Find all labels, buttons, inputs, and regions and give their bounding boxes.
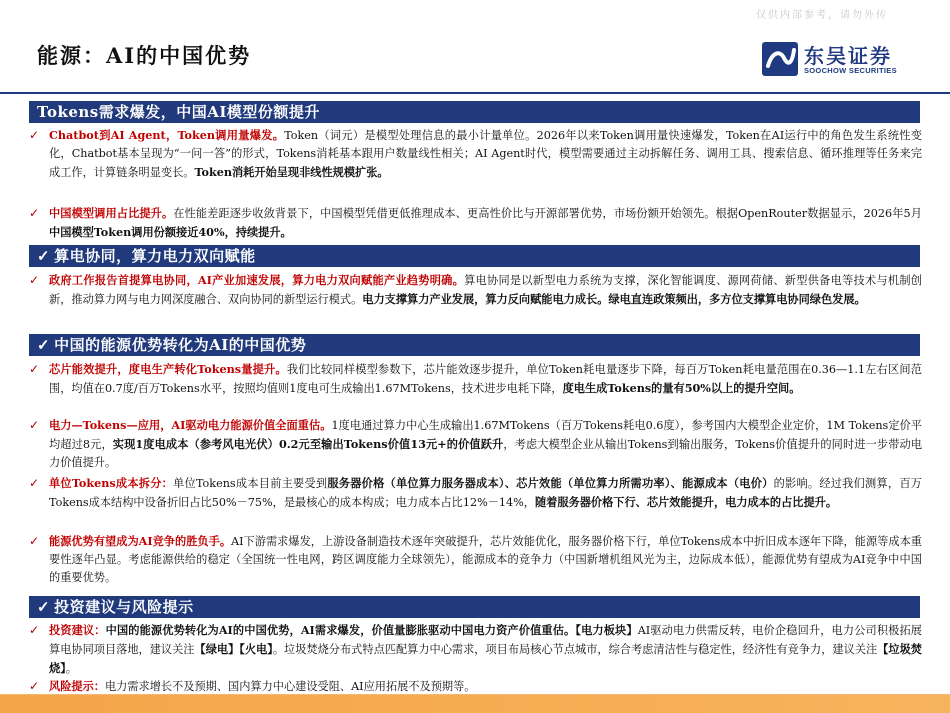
bullet-text: 的影响。经过我们测算，百万Tokens成本结构中设备折旧占比50%－75%，是最核心的成本构成；电力成本占比12%－14%，: [49, 477, 922, 509]
bullet-item: [29, 126, 922, 182]
bullet-text: 电力需求增长不及预期、国内算力中心建设受阻、AI应用拓展不及预期等。: [104, 680, 476, 693]
bullet-emphasis: 实现1度电成本（参考风电光伏）0.2元至输出Tokens价值13元+的价值跃升: [112, 437, 504, 451]
bullet-text: 算电协同是以新型电力系统为支撑，深化智能调度、源网荷储、新型供备电等技术与机制创新，推动算力网与电力网深度融合、双向协同的新型运行模式。: [49, 274, 922, 306]
header-divider: [0, 92, 950, 94]
bullet-text: 。垃圾焚烧分布式特点匹配算力中心需求，项目布局核心节点城市，综合考虑清洁性与稳定性，经济性有竞争力，建议关注: [272, 643, 878, 656]
checkmark-icon: ✓: [37, 336, 51, 354]
brand-logo: [762, 40, 912, 80]
section-header-compute-power: [29, 245, 920, 267]
bullet-item: [29, 532, 922, 587]
bullet-text: 在性能差距逐步收敛背景下，中国模型凭借更低推理成本、更高性价比与开源部署优势，市场份额开始领先。根据OpenRouter数据显示，2026年5月: [173, 207, 922, 220]
bullet-text: AI驱动电力供需反转，电价企稳回升，电力公司积极拓展算电协同项目落地，建议关注: [49, 624, 922, 656]
bullet-lead: 芯片能效提升，度电生产转化Tokens量提升。: [49, 362, 287, 376]
bullet-text: Token（词元）是模型处理信息的最小计量单位。2026年以来Token调用量快速爆发，Token在AI运行中的角色发生系统性变化，Chatbot基本呈现为“一问一答”的形式，Tokens消耗基本跟用户数量线性相关；AI Agent时代，模型需要通过主动拆解任务、调用工具、搜索信息、循环推理等任务来完成工作，计算链条明显变长。: [49, 129, 922, 179]
section-title: 中国的能源优势转化为AI的中国优势: [54, 336, 307, 354]
bullet-lead: 风险提示：: [49, 679, 105, 693]
bullet-text: 。: [65, 662, 77, 675]
section-title: 投资建议与风险提示: [54, 598, 194, 616]
bullet-emphasis: 【绿电】【火电】: [194, 642, 273, 656]
bullet-item: [29, 360, 922, 398]
checkmark-icon: ✓: [29, 128, 40, 142]
checkmark-icon: ✓: [29, 206, 40, 220]
bullet-item: [29, 621, 922, 678]
bullet-lead: 投资建议：: [49, 623, 106, 637]
bullet-lead: 政府工作报告首提算电协同，AI产业加速发展，算力电力双向赋能产业趋势明确。: [49, 273, 465, 287]
checkmark-icon: ✓: [29, 418, 40, 432]
checkmark-icon: ✓: [29, 679, 40, 693]
soochow-logo-icon: [762, 42, 798, 76]
footer-bar: [0, 695, 950, 713]
section-title: 算电协同，算力电力双向赋能: [54, 247, 256, 265]
checkmark-icon: ✓: [29, 534, 40, 548]
bullet-item: [29, 416, 922, 472]
bullet-emphasis: Token消耗开始呈现非线性规模扩张。: [194, 165, 389, 179]
bullet-text: 1度电通过算力中心生成输出1.67MTokens（百万Tokens耗电0.6度），参考国内大模型企业定价，1M Tokens定价平均超过8元，: [49, 419, 922, 451]
bullet-lead: 单位Tokens成本拆分：: [49, 476, 174, 490]
bullet-emphasis: 电力支撑算力产业发展，算力反向赋能电力成长。绿电直连政策频出，多方位支撑算电协同绿色发展。: [362, 292, 866, 306]
section-header-energy-advantage: [29, 334, 920, 356]
bullet-text: AI下游需求爆发，上游设备制造技术逐年突破提升，芯片效能优化，服务器价格下行，单位Tokens成本中折旧成本逐年下降，能源等成本重要性逐年凸显。考虑能源供给的稳定（全国统一性电网，跨区调度能力全球领先），能源成本的竞争力（中国新增机组风光为主，边际成本低），能源优势有望成为AI竞争中中国的重要优势。: [49, 535, 922, 584]
page-title: 能源：AI的中国优势: [37, 43, 252, 68]
bullet-emphasis: 中国的能源优势转化为AI的中国优势，AI需求爆发，价值量膨胀驱动中国电力资产价值重估。【电力板块】: [105, 623, 638, 637]
checkmark-icon: ✓: [29, 362, 40, 376]
bullet-lead: 电力—Tokens—应用，AI驱动电力能源价值全面重估。: [49, 418, 332, 432]
section-title: Tokens需求爆发，中国AI模型份额提升: [37, 103, 320, 121]
bullet-emphasis: 中国模型Token调用份额接近40%，持续提升。: [49, 225, 292, 239]
bullet-lead: 能源优势有望成为AI竞争的胜负手。: [49, 534, 232, 548]
checkmark-icon: ✓: [37, 247, 51, 265]
bullet-emphasis: 度电生成Tokens的量有50%以上的提升空间。: [562, 381, 801, 395]
bullet-lead: 中国模型调用占比提升。: [49, 206, 174, 220]
checkmark-icon: ✓: [29, 273, 40, 287]
checkmark-icon: ✓: [29, 476, 40, 490]
bullet-item: [29, 474, 922, 512]
brand-name-cn: 东吴证券: [804, 44, 892, 68]
bullet-text: 我们比较同样模型参数下，芯片能效逐步提升，单位Token耗电量逐步下降，每百万Token耗电量范围在0.36—1.1左右区间范围，均值在0.7度/百万Tokens水平，按照均值则1度电可生成输出1.67MTokens，技术进步电耗下降，: [49, 363, 922, 395]
bullet-emphasis: 【垃圾焚烧】: [49, 642, 922, 675]
bullet-item: [29, 271, 922, 309]
checkmark-icon: ✓: [29, 623, 40, 637]
bullet-emphasis: 随着服务器价格下行、芯片效能提升，电力成本的占比提升。: [534, 495, 838, 509]
brand-name-en: SOOCHOW SECURITIES: [804, 66, 897, 75]
section-header-tokens: [29, 101, 920, 123]
checkmark-icon: ✓: [37, 598, 51, 616]
bullet-text: ，考虑大模型企业从输出Tokens到输出服务，Tokens价值提升的同时进一步带动电力价值提升。: [49, 438, 923, 469]
bullet-emphasis: 服务器价格（单位算力服务器成本）、芯片效能（单位算力所需功率）、能源成本（电价）: [327, 476, 774, 490]
bullet-item: [29, 204, 922, 242]
watermark-text: 仅供内部参考，请勿外传: [756, 10, 888, 21]
bullet-text: 单位Tokens成本目前主要受到: [173, 477, 328, 490]
section-header-investment: [29, 596, 920, 618]
bullet-lead: Chatbot到AI Agent，Token调用量爆发。: [49, 128, 285, 142]
